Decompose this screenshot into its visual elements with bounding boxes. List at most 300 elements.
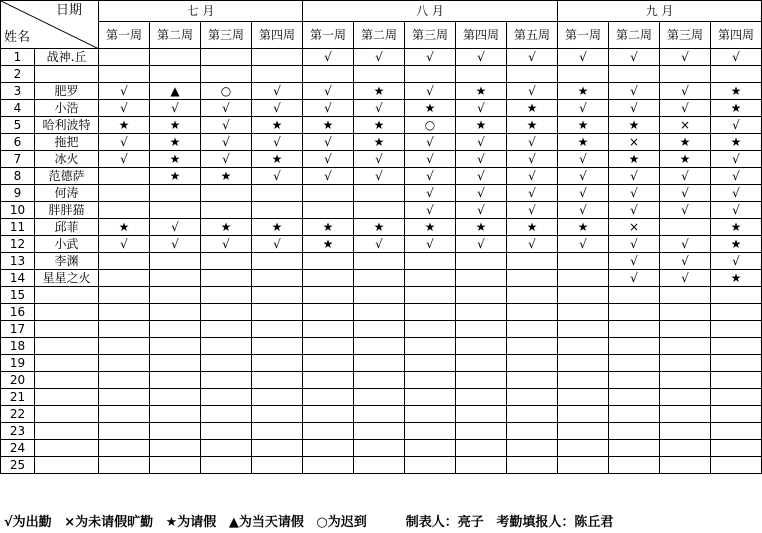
attendance-mark: [711, 355, 762, 372]
attendance-mark: √: [711, 151, 762, 168]
attendance-mark: [711, 321, 762, 338]
attendance-mark: [354, 66, 405, 83]
attendance-mark: ★: [405, 100, 456, 117]
attendance-mark: [201, 372, 252, 389]
attendance-mark: ★: [558, 219, 609, 236]
week-header-row: [1, 22, 762, 49]
attendance-mark: [354, 457, 405, 474]
attendance-mark: [354, 270, 405, 287]
attendance-mark: ★: [354, 219, 405, 236]
attendance-mark: ×: [609, 219, 660, 236]
attendance-mark: [711, 406, 762, 423]
attendance-mark: [201, 457, 252, 474]
legend-present: √为出勤: [4, 515, 52, 530]
table-row: [1, 83, 762, 100]
attendance-mark: [507, 372, 558, 389]
attendance-mark: [660, 423, 711, 440]
table-row: [1, 100, 762, 117]
attendance-mark: [150, 355, 201, 372]
member-name: [35, 423, 99, 440]
row-number: 5: [1, 117, 35, 134]
attendance-mark: [150, 406, 201, 423]
attendance-mark: [660, 321, 711, 338]
attendance-mark: √: [456, 134, 507, 151]
attendance-mark: [252, 270, 303, 287]
attendance-mark: [252, 202, 303, 219]
legend-absent: ×为未请假旷勤: [64, 515, 154, 530]
row-number: 1: [1, 49, 35, 66]
member-name: [35, 372, 99, 389]
attendance-mark: √: [609, 83, 660, 100]
attendance-mark: ★: [507, 100, 558, 117]
table-row: [1, 117, 762, 134]
attendance-mark: ★: [252, 151, 303, 168]
attendance-mark: ★: [660, 151, 711, 168]
attendance-mark: [456, 321, 507, 338]
attendance-mark: [201, 406, 252, 423]
week-header: 第三周: [201, 22, 252, 49]
attendance-mark: √: [405, 49, 456, 66]
attendance-mark: [99, 287, 150, 304]
attendance-mark: √: [354, 168, 405, 185]
attendance-mark: √: [456, 185, 507, 202]
attendance-mark: [660, 287, 711, 304]
member-name: 哈利波特: [35, 117, 99, 134]
attendance-mark: [303, 355, 354, 372]
attendance-mark: [150, 185, 201, 202]
attendance-mark: [660, 389, 711, 406]
attendance-mark: [456, 423, 507, 440]
attendance-mark: [303, 406, 354, 423]
row-number: 11: [1, 219, 35, 236]
attendance-mark: [252, 287, 303, 304]
attendance-mark: [609, 389, 660, 406]
attendance-mark: [99, 338, 150, 355]
attendance-mark: √: [507, 151, 558, 168]
week-header: 第四周: [456, 22, 507, 49]
attendance-mark: [405, 66, 456, 83]
attendance-mark: [609, 321, 660, 338]
week-header: 第三周: [405, 22, 456, 49]
member-name: [35, 338, 99, 355]
diagonal-header-cell: [1, 1, 99, 49]
attendance-mark: [99, 270, 150, 287]
attendance-mark: [507, 304, 558, 321]
attendance-mark: √: [558, 202, 609, 219]
attendance-mark: √: [99, 83, 150, 100]
attendance-mark: [660, 338, 711, 355]
table-row: [1, 457, 762, 474]
member-name: 邱菲: [35, 219, 99, 236]
attendance-mark: [303, 202, 354, 219]
row-number: 7: [1, 151, 35, 168]
row-number: 4: [1, 100, 35, 117]
attendance-mark: [201, 338, 252, 355]
attendance-mark: [303, 338, 354, 355]
attendance-mark: ★: [558, 83, 609, 100]
attendance-mark: √: [405, 185, 456, 202]
attendance-mark: [558, 423, 609, 440]
attendance-mark: √: [507, 185, 558, 202]
attendance-mark: [711, 440, 762, 457]
row-number: 21: [1, 389, 35, 406]
attendance-mark: √: [558, 236, 609, 253]
attendance-mark: √: [150, 219, 201, 236]
attendance-mark: [507, 253, 558, 270]
attendance-mark: √: [660, 202, 711, 219]
attendance-mark: [660, 406, 711, 423]
table-maker: 制表人：亮子: [405, 515, 484, 530]
attendance-mark: [405, 321, 456, 338]
attendance-mark: ★: [354, 134, 405, 151]
table-row: [1, 253, 762, 270]
attendance-mark: [507, 338, 558, 355]
attendance-mark: [456, 270, 507, 287]
attendance-mark: √: [507, 49, 558, 66]
attendance-mark: [405, 372, 456, 389]
table-row: [1, 236, 762, 253]
attendance-mark: √: [252, 168, 303, 185]
attendance-mark: [660, 304, 711, 321]
attendance-mark: √: [354, 151, 405, 168]
member-name: 范德萨: [35, 168, 99, 185]
member-name: 拖把: [35, 134, 99, 151]
attendance-mark: ★: [405, 219, 456, 236]
attendance-mark: [558, 321, 609, 338]
attendance-mark: √: [99, 134, 150, 151]
attendance-mark: [711, 66, 762, 83]
attendance-mark: [354, 287, 405, 304]
attendance-mark: [303, 321, 354, 338]
attendance-mark: [558, 253, 609, 270]
attendance-mark: [405, 389, 456, 406]
attendance-mark: √: [252, 134, 303, 151]
attendance-mark: ○: [405, 117, 456, 134]
attendance-mark: [507, 457, 558, 474]
attendance-mark: [252, 457, 303, 474]
attendance-mark: [609, 457, 660, 474]
attendance-mark: [711, 457, 762, 474]
member-name: [35, 457, 99, 474]
attendance-mark: [303, 457, 354, 474]
attendance-mark: √: [507, 202, 558, 219]
attendance-mark: √: [609, 253, 660, 270]
member-name: [35, 321, 99, 338]
attendance-mark: [660, 355, 711, 372]
attendance-mark: √: [303, 168, 354, 185]
legend-late: ○为迟到: [316, 515, 367, 530]
attendance-mark: ★: [507, 219, 558, 236]
attendance-mark: √: [405, 168, 456, 185]
attendance-mark: [252, 355, 303, 372]
attendance-mark: [354, 185, 405, 202]
member-name: 小武: [35, 236, 99, 253]
attendance-mark: [456, 253, 507, 270]
attendance-mark: [711, 287, 762, 304]
attendance-mark: [252, 321, 303, 338]
attendance-mark: ★: [252, 117, 303, 134]
attendance-mark: [507, 389, 558, 406]
attendance-mark: [201, 423, 252, 440]
row-number: 9: [1, 185, 35, 202]
table-row: [1, 270, 762, 287]
attendance-mark: [711, 389, 762, 406]
attendance-mark: √: [201, 117, 252, 134]
attendance-mark: ★: [150, 168, 201, 185]
attendance-mark: √: [711, 202, 762, 219]
attendance-mark: [252, 66, 303, 83]
row-number: 2: [1, 66, 35, 83]
attendance-mark: [507, 406, 558, 423]
attendance-mark: [456, 372, 507, 389]
attendance-mark: [303, 66, 354, 83]
attendance-mark: ★: [99, 219, 150, 236]
attendance-mark: [150, 270, 201, 287]
attendance-mark: √: [660, 83, 711, 100]
attendance-mark: √: [303, 49, 354, 66]
attendance-mark: [660, 372, 711, 389]
attendance-mark: ★: [303, 117, 354, 134]
attendance-mark: [354, 389, 405, 406]
attendance-mark: [558, 270, 609, 287]
attendance-mark: [150, 287, 201, 304]
member-name: 何涛: [35, 185, 99, 202]
week-header: 第一周: [303, 22, 354, 49]
attendance-mark: [252, 304, 303, 321]
week-header: 第一周: [99, 22, 150, 49]
attendance-mark: [252, 406, 303, 423]
attendance-mark: ★: [711, 270, 762, 287]
table-row: [1, 372, 762, 389]
attendance-mark: ★: [354, 83, 405, 100]
attendance-mark: √: [609, 100, 660, 117]
table-row: [1, 168, 762, 185]
attendance-mark: [354, 202, 405, 219]
attendance-mark: [150, 253, 201, 270]
table-row: [1, 219, 762, 236]
attendance-mark: √: [507, 236, 558, 253]
attendance-mark: [252, 253, 303, 270]
attendance-mark: [99, 49, 150, 66]
attendance-mark: ★: [711, 134, 762, 151]
attendance-mark: [99, 372, 150, 389]
attendance-mark: [711, 304, 762, 321]
attendance-mark: ★: [150, 151, 201, 168]
row-number: 24: [1, 440, 35, 457]
attendance-mark: ★: [456, 219, 507, 236]
attendance-mark: [558, 457, 609, 474]
row-number: 14: [1, 270, 35, 287]
attendance-mark: √: [201, 134, 252, 151]
month-header-september: 九 月: [558, 1, 762, 22]
attendance-mark: √: [456, 202, 507, 219]
attendance-mark: [558, 440, 609, 457]
attendance-mark: [558, 355, 609, 372]
attendance-mark: √: [711, 49, 762, 66]
attendance-mark: √: [354, 100, 405, 117]
attendance-mark: √: [456, 49, 507, 66]
member-name: 冰火: [35, 151, 99, 168]
attendance-mark: [354, 423, 405, 440]
table-row: [1, 134, 762, 151]
attendance-mark: [303, 253, 354, 270]
attendance-mark: ★: [354, 117, 405, 134]
attendance-mark: √: [405, 83, 456, 100]
attendance-mark: ○: [201, 83, 252, 100]
attendance-mark: ★: [201, 168, 252, 185]
attendance-mark: [201, 253, 252, 270]
attendance-mark: [558, 287, 609, 304]
name-header-label: 姓名: [4, 30, 31, 45]
attendance-mark: [303, 304, 354, 321]
member-name: 战神.丘: [35, 49, 99, 66]
table-row: [1, 304, 762, 321]
attendance-mark: √: [609, 168, 660, 185]
row-number: 20: [1, 372, 35, 389]
attendance-mark: [201, 355, 252, 372]
attendance-mark: √: [150, 100, 201, 117]
attendance-mark: [252, 423, 303, 440]
attendance-mark: √: [660, 270, 711, 287]
row-number: 6: [1, 134, 35, 151]
attendance-mark: [558, 338, 609, 355]
attendance-mark: √: [150, 236, 201, 253]
attendance-mark: [99, 304, 150, 321]
row-number: 13: [1, 253, 35, 270]
attendance-mark: [150, 49, 201, 66]
attendance-mark: √: [456, 168, 507, 185]
attendance-mark: [150, 457, 201, 474]
attendance-mark: [252, 338, 303, 355]
member-name: 胖胖猫: [35, 202, 99, 219]
attendance-mark: [150, 389, 201, 406]
table-row: [1, 185, 762, 202]
attendance-mark: [354, 304, 405, 321]
attendance-mark: [354, 355, 405, 372]
attendance-mark: √: [660, 185, 711, 202]
attendance-mark: √: [354, 236, 405, 253]
attendance-mark: [252, 49, 303, 66]
row-number: 18: [1, 338, 35, 355]
member-name: 星星之火: [35, 270, 99, 287]
attendance-mark: [711, 423, 762, 440]
week-header: 第二周: [150, 22, 201, 49]
table-row: [1, 355, 762, 372]
attendance-mark: [99, 66, 150, 83]
attendance-mark: √: [456, 236, 507, 253]
attendance-mark: [201, 304, 252, 321]
attendance-mark: ★: [507, 117, 558, 134]
legend-sameday-leave: ▲为当天请假: [228, 515, 304, 530]
attendance-mark: [201, 202, 252, 219]
attendance-mark: [354, 406, 405, 423]
week-header: 第三周: [660, 22, 711, 49]
attendance-mark: √: [354, 49, 405, 66]
member-name: [35, 355, 99, 372]
attendance-mark: [405, 457, 456, 474]
row-number: 23: [1, 423, 35, 440]
week-header: 第二周: [609, 22, 660, 49]
attendance-mark: [303, 440, 354, 457]
member-name: 李渊: [35, 253, 99, 270]
attendance-mark: ★: [456, 83, 507, 100]
date-header-label: 日期: [55, 3, 82, 18]
row-number: 12: [1, 236, 35, 253]
attendance-mark: [303, 270, 354, 287]
table-row: [1, 202, 762, 219]
attendance-mark: [99, 440, 150, 457]
attendance-mark: [99, 457, 150, 474]
table-row: [1, 406, 762, 423]
attendance-mark: [456, 389, 507, 406]
attendance-mark: [609, 406, 660, 423]
attendance-mark: √: [507, 134, 558, 151]
attendance-mark: [303, 423, 354, 440]
attendance-mark: [150, 202, 201, 219]
attendance-mark: √: [558, 151, 609, 168]
attendance-mark: √: [609, 49, 660, 66]
attendance-mark: √: [711, 117, 762, 134]
attendance-mark: [150, 338, 201, 355]
row-number: 8: [1, 168, 35, 185]
attendance-mark: ★: [201, 219, 252, 236]
attendance-mark: [405, 406, 456, 423]
attendance-mark: [405, 287, 456, 304]
attendance-mark: √: [609, 185, 660, 202]
attendance-mark: ★: [150, 117, 201, 134]
attendance-mark: [150, 372, 201, 389]
attendance-mark: ★: [303, 219, 354, 236]
attendance-mark: [252, 389, 303, 406]
member-name: [35, 440, 99, 457]
attendance-mark: [354, 372, 405, 389]
month-header-july: 七 月: [99, 1, 303, 22]
attendance-mark: [405, 423, 456, 440]
attendance-mark: [201, 389, 252, 406]
attendance-mark: [303, 287, 354, 304]
attendance-mark: [201, 49, 252, 66]
member-name: [35, 66, 99, 83]
attendance-mark: [150, 423, 201, 440]
attendance-mark: ★: [558, 117, 609, 134]
attendance-mark: [660, 219, 711, 236]
week-header: 第四周: [711, 22, 762, 49]
attendance-mark: [99, 202, 150, 219]
attendance-mark: [99, 423, 150, 440]
attendance-mark: √: [711, 185, 762, 202]
attendance-mark: [456, 287, 507, 304]
attendance-mark: √: [201, 100, 252, 117]
attendance-mark: [99, 389, 150, 406]
attendance-mark: [303, 372, 354, 389]
attendance-mark: [660, 457, 711, 474]
attendance-mark: ★: [711, 83, 762, 100]
row-number: 10: [1, 202, 35, 219]
attendance-mark: √: [303, 134, 354, 151]
week-header: 第五周: [507, 22, 558, 49]
attendance-mark: √: [711, 253, 762, 270]
attendance-mark: [609, 355, 660, 372]
attendance-mark: [201, 321, 252, 338]
table-row: [1, 151, 762, 168]
attendance-mark: [609, 287, 660, 304]
attendance-mark: [558, 406, 609, 423]
attendance-mark: ★: [660, 134, 711, 151]
attendance-mark: [252, 372, 303, 389]
attendance-mark: [252, 440, 303, 457]
attendance-mark: √: [99, 151, 150, 168]
attendance-mark: √: [405, 236, 456, 253]
